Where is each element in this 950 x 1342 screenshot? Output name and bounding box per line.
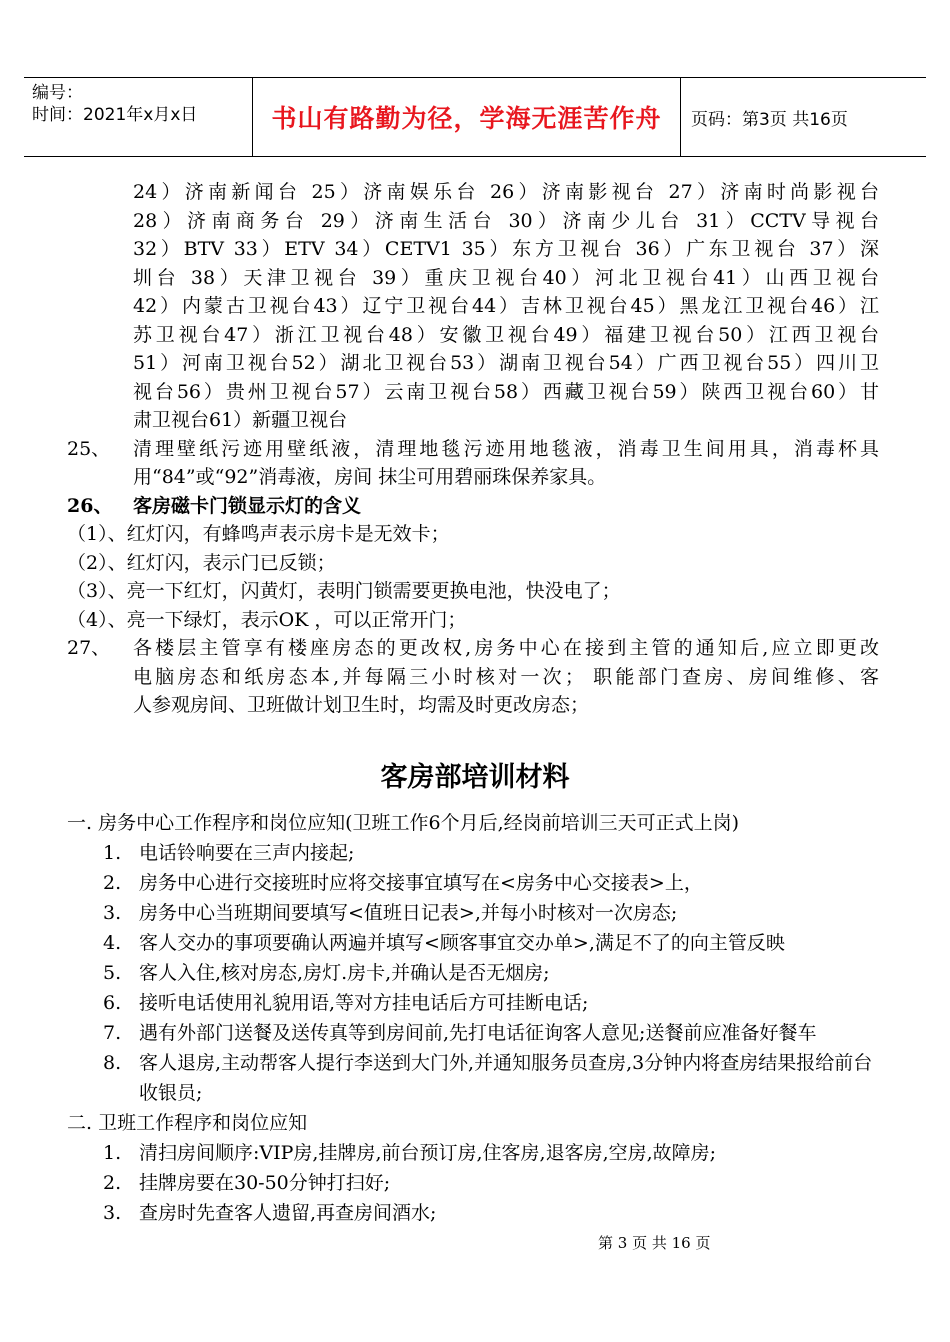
item-heading: 客房磁卡门锁显示灯的含义: [133, 494, 362, 517]
item-number: 27、: [67, 637, 111, 659]
sub-item: （4）、亮一下绿灯，表示OK ，可以正常开门；: [67, 608, 467, 631]
list-text: 房务中心进行交接班时应将交接事宜填写在<房务中心交接表>上，: [139, 871, 703, 894]
list-item: [0, 898, 879, 928]
list-text: 房务中心当班期间要填写<值班日记表>,并每小时核对一次房态;: [139, 901, 678, 924]
list-number: 5.: [103, 961, 122, 984]
list-number: 3.: [103, 901, 122, 924]
item-text-line: 清理壁纸污迹用壁纸液，清理地毯污迹用地毯液，消毒卫生间用具，消毒杯具: [133, 437, 879, 460]
item-text-line: 人参观房间、卫班做计划卫生时，均需及时更改房态；: [133, 694, 590, 716]
item-text-line: 用“84”或“92”消毒液，房间 抹尘可用碧丽珠保养家具。: [133, 466, 607, 488]
channel-line: 51）河南卫视台52）湖北卫视台53）湖南卫视台54）广西卫视台55）四川卫: [133, 352, 879, 374]
channel-line: 32）BTV 33）ETV 34）CETV1 35）东方卫视台 36）广东卫视台 37）深: [133, 238, 879, 260]
list-text: 客人退房,主动帮客人提行李送到大门外,并通知服务员查房,3分钟内将查房结果报给前台收银员;: [139, 1051, 873, 1104]
section-heading: 一. 房务中心工作程序和岗位应知(卫班工作6个月后,经岗前培训三天可正式上岗): [67, 811, 740, 834]
channel-line: 圳台 38）天津卫视台 39）重庆卫视台40）河北卫视台41）山西卫视台: [133, 266, 879, 289]
document-number-label: 编号：: [32, 83, 83, 103]
page-footer: 第 3 页 共 16 页: [598, 1234, 711, 1252]
document-time: 时间：2021年x月x日: [32, 105, 198, 125]
list-number: 1.: [103, 1141, 122, 1164]
channel-line: 肃卫视台61）新疆卫视台: [133, 409, 348, 431]
list-item: [0, 1198, 879, 1228]
item-27: [0, 634, 950, 720]
channel-list: [0, 178, 950, 435]
list-number: 3.: [103, 1201, 122, 1224]
list-text: 接听电话使用礼貌用语,等对方挂电话后方可挂断电话;: [139, 991, 589, 1014]
channel-line: 苏卫视台47）浙江卫视台48）安徽卫视台49）福建卫视台50）江西卫视台: [133, 323, 879, 346]
list-item: [0, 868, 879, 898]
list-item: [0, 1048, 879, 1108]
item-26: [0, 492, 950, 635]
channel-line: 42）内蒙古卫视台43）辽宁卫视台44）吉林卫视台45）黑龙江卫视台46）江: [133, 295, 879, 317]
list-number: 4.: [103, 931, 122, 954]
header-meta: [24, 78, 253, 156]
section-2: [0, 1108, 950, 1228]
page-header: [24, 77, 926, 157]
channel-line: 视台56）贵州卫视台57）云南卫视台58）西藏卫视台59）陕西卫视台60）甘: [133, 380, 879, 403]
list-text: 清扫房间顺序:VIP房,挂牌房,前台预订房,住客房,退客房,空房,故障房;: [139, 1141, 717, 1164]
list-text: 挂牌房要在30-50分钟打扫好;: [139, 1171, 391, 1194]
list-text: 电话铃响要在三声内接起;: [139, 841, 355, 864]
sub-item: （1）、红灯闪，有蜂鸣声表示房卡是无效卡；: [67, 523, 450, 545]
list-text: 客人入住,核对房态,房灯.房卡,并确认是否无烟房;: [139, 961, 550, 984]
header-motto: 书山有路勤为径，学海无涯苦作舟: [253, 78, 681, 156]
item-25: [0, 435, 950, 492]
item-text-line: 各楼层主管享有楼座房态的更改权,房务中心在接到主管的通知后,应立即更改: [133, 637, 879, 659]
list-item: [0, 1168, 879, 1198]
section-1: [0, 808, 950, 1108]
list-text: 遇有外部门送餐及送传真等到房间前,先打电话征询客人意见;送餐前应准备好餐车: [139, 1021, 817, 1044]
list-item: [0, 928, 879, 958]
list-number: 2.: [103, 871, 122, 894]
channel-line: 24）济南新闻台 25）济南娱乐台 26）济南影视台 27）济南时尚影视台: [133, 181, 879, 203]
channel-line: 28）济南商务台 29）济南生活台 30）济南少儿台 31）CCTV导视台: [133, 209, 879, 232]
document-body: [0, 178, 950, 1228]
item-number: 25、: [67, 437, 111, 460]
list-text: 查房时先查客人遗留,再查房间酒水;: [139, 1201, 437, 1224]
list-number: 8.: [103, 1051, 122, 1074]
sub-item: （3）、亮一下红灯，闪黄灯，表明门锁需要更换电池，快没电了；: [67, 580, 621, 602]
section-heading: 二. 卫班工作程序和岗位应知: [67, 1111, 308, 1134]
list-item: [0, 1018, 879, 1048]
list-text: 客人交办的事项要确认两遍并填写<顾客事宜交办单>,满足不了的向主管反映: [139, 931, 785, 954]
list-number: 6.: [103, 991, 122, 1014]
list-number: 7.: [103, 1021, 122, 1044]
list-number: 2.: [103, 1171, 122, 1194]
list-item: [0, 988, 879, 1018]
item-number: 26、: [67, 494, 113, 517]
list-item: [0, 838, 879, 868]
list-item: [0, 958, 879, 988]
list-item: [0, 1138, 879, 1168]
sub-item: （2）、红灯闪，表示门已反锁；: [67, 551, 336, 574]
header-page-info: 页码：第3页 共16页: [691, 109, 848, 130]
list-number: 1.: [103, 841, 122, 864]
item-text-line: 电脑房态和纸房态本,并每隔三小时核对一次； 职能部门查房、房间维修、客: [133, 665, 879, 688]
doc-title: 客房部培训材料: [380, 761, 570, 793]
